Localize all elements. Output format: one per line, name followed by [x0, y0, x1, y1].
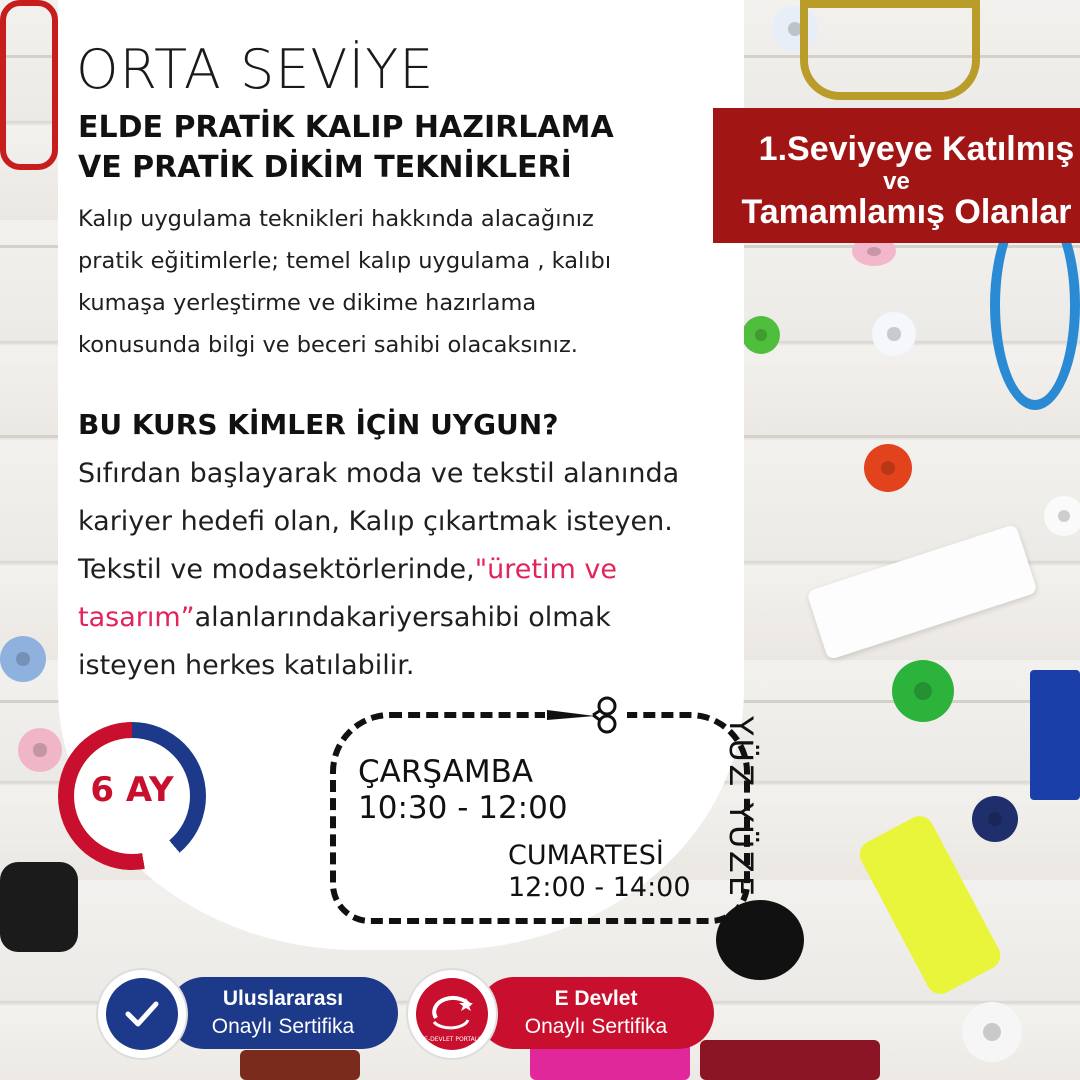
red-scissors-handle [0, 0, 58, 170]
certificate-subtitle: Onaylı Sertifika [524, 1015, 668, 1038]
gold-thread-snips [800, 0, 980, 100]
delivery-mode: YÜZ YÜZE [722, 716, 760, 900]
button-decoration [742, 316, 780, 354]
audience-line [78, 594, 748, 642]
button-decoration [892, 660, 954, 722]
banner-line: ve [883, 168, 910, 195]
audience-line: kariyer hedefi olan, Kalıp çıkartmak isteyen. [78, 506, 673, 537]
duration-badge [58, 722, 206, 870]
international-certificate-pill [168, 977, 398, 1049]
audience-line: isteyen herkes katılabilir. [78, 650, 415, 681]
schedule-slot-saturday [508, 840, 691, 904]
level-title: ORTA SEVİYE [76, 38, 435, 101]
check-icon [124, 996, 160, 1032]
button-decoration [962, 1002, 1022, 1062]
description-line: Kalıp uygulama teknikleri hakkında alacağınız [78, 206, 594, 232]
edevlet-certificate-emblem [408, 970, 496, 1058]
course-title-line: ELDE PRATİK KALIP HAZIRLAMA [78, 110, 614, 145]
emblem-inner [416, 978, 488, 1050]
edevlet-certificate-pill [478, 977, 714, 1049]
button-decoration [1044, 496, 1080, 536]
edevlet-logo-icon [426, 992, 478, 1036]
audience-text [78, 450, 748, 690]
international-certificate-emblem [98, 970, 186, 1058]
course-title-line: VE PRATİK DİKİM TEKNİKLERİ [78, 150, 572, 185]
schedule-time: 10:30 - 12:00 [358, 790, 568, 826]
certificate-subtitle: Onaylı Sertifika [211, 1015, 355, 1038]
schedule-slot-wednesday [358, 754, 568, 826]
button-decoration [18, 728, 62, 772]
prerequisite-banner [713, 108, 1080, 243]
button-decoration [972, 796, 1018, 842]
highlight-text: tasarım” [78, 602, 195, 633]
scissors-icon [545, 696, 627, 734]
dark-thread-spool [0, 862, 78, 952]
schedule-day: ÇARŞAMBA [358, 754, 534, 790]
audience-line [78, 546, 748, 594]
description-line: pratik eğitimlerle; temel kalıp uygulama , kalıbı [78, 248, 612, 274]
course-title [78, 108, 614, 188]
button-decoration [0, 636, 46, 682]
description-line: kumaşa yerleştirme ve dikime hazırlama [78, 290, 537, 316]
audience-line: Sıfırdan başlayarak moda ve tekstil alanında [78, 458, 680, 489]
brown-thread-spool [240, 1050, 360, 1080]
duration-text: 6 AY [90, 770, 174, 810]
certificate-title: Uluslararası [222, 987, 344, 1010]
schedule-day: CUMARTESİ [508, 840, 664, 871]
audience-text-segment: alanlarındakariyersahibi olmak [194, 602, 611, 633]
banner-line: 1.Seviyeye Katılmış [758, 130, 1075, 168]
certificate-title: E Devlet [554, 987, 638, 1010]
course-description [78, 198, 738, 366]
audience-heading: BU KURS KİMLER İÇİN UYGUN? [78, 408, 559, 441]
banner-line: Tamamlamış Olanlar [741, 193, 1072, 231]
blue-ribbon [1030, 670, 1080, 800]
emblem-inner [106, 978, 178, 1050]
audience-text-segment: Tekstil ve modasektörlerinde, [78, 554, 475, 585]
schedule-time: 12:00 - 14:00 [508, 872, 691, 903]
edevlet-logo-text: E-DEVLET PORTALI [424, 1036, 480, 1043]
highlight-text: "üretim ve [474, 554, 617, 585]
button-decoration [872, 312, 916, 356]
description-line: konusunda bilgi ve beceri sahibi olacaksınız. [78, 332, 578, 358]
red-thread-spool [700, 1040, 880, 1080]
button-decoration [864, 444, 912, 492]
